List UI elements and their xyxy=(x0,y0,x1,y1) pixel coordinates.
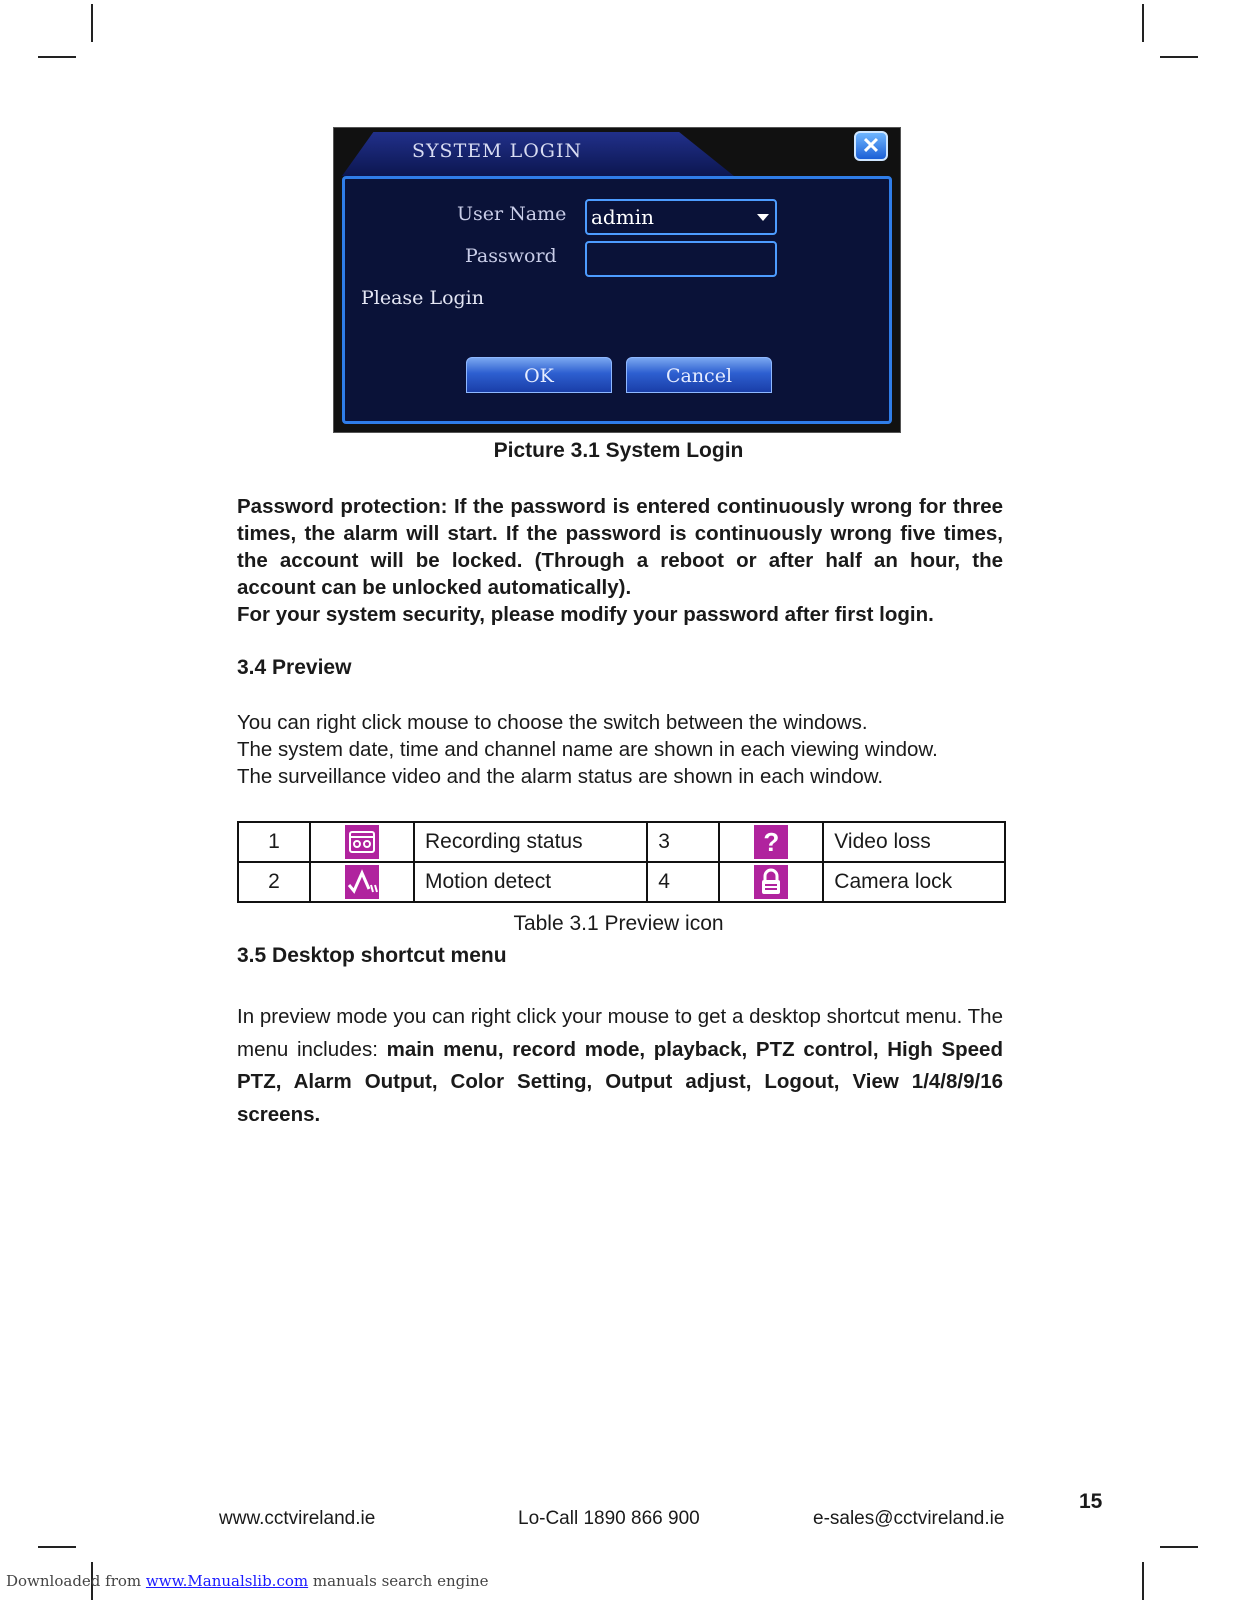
table-caption: Table 3.1 Preview icon xyxy=(513,912,724,935)
table-cell-label: Video loss xyxy=(823,822,1005,862)
download-note xyxy=(6,1572,489,1590)
password-input[interactable] xyxy=(585,241,777,277)
system-login-dialog xyxy=(333,127,901,433)
table-cell-number: 1 xyxy=(238,822,310,862)
crop-mark xyxy=(1142,4,1144,42)
crop-mark xyxy=(1142,1562,1144,1600)
download-prefix: Downloaded from xyxy=(6,1572,146,1590)
security-note: For your system security, please modify your password after first login. xyxy=(237,603,934,626)
crop-mark xyxy=(1160,1546,1198,1548)
chevron-down-icon xyxy=(757,214,769,221)
preview-line-3: The surveillance video and the alarm status are shown in each window. xyxy=(237,765,884,788)
footer-website: www.cctvireland.ie xyxy=(219,1508,376,1529)
table-row xyxy=(238,822,1005,862)
table-row xyxy=(238,862,1005,902)
lock-icon xyxy=(754,865,788,899)
password-label: Password xyxy=(465,245,557,267)
close-icon[interactable]: ✕ xyxy=(854,131,888,161)
footer-phone: Lo-Call 1890 866 900 xyxy=(518,1508,700,1529)
table-cell-label: Recording status xyxy=(414,822,647,862)
ok-button[interactable]: OK xyxy=(466,357,612,393)
preview-line-1: You can right click mouse to choose the switch between the windows. xyxy=(237,711,868,734)
shortcut-menu-items: main menu, record mode, playback, PTZ control, High Speed PTZ, Alarm Output, Color Setting, Output adjust, Logout, View 1/4/8/9/16 screens. xyxy=(237,1037,1003,1126)
shortcut-heading: 3.5 Desktop shortcut menu xyxy=(237,944,507,967)
crop-mark xyxy=(1160,56,1198,58)
crop-mark xyxy=(38,1546,76,1548)
user-name-select[interactable] xyxy=(585,199,777,235)
download-suffix: manuals search engine xyxy=(308,1572,489,1590)
table-cell-number: 4 xyxy=(647,862,719,902)
preview-line-2: The system date, time and channel name are shown in each viewing window. xyxy=(237,738,938,761)
dialog-body xyxy=(342,176,892,424)
crop-mark xyxy=(91,4,93,42)
recording-icon xyxy=(345,825,379,859)
password-protection-note: Password protection: If the password is entered continuously wrong for three times, the alarm will start. If the password is continuously wrong five times, the account will be locked. (Through a reboot or after half an hour, the account can be unlocked automatically). xyxy=(237,495,1003,599)
crop-mark xyxy=(38,56,76,58)
preview-icon-table xyxy=(237,821,1006,903)
figure-caption: Picture 3.1 System Login xyxy=(493,439,744,462)
login-status-text: Please Login xyxy=(361,287,484,309)
user-name-label: User Name xyxy=(457,203,567,225)
table-cell-label: Camera lock xyxy=(823,862,1005,902)
shortcut-intro: In preview mode you can right click your mouse to get a desktop shortcut menu. The menu includes: xyxy=(237,1005,1003,1061)
page-number: 15 xyxy=(1079,1490,1103,1513)
dialog-title: SYSTEM LOGIN xyxy=(412,140,583,162)
manualslib-link[interactable]: www.Manualslib.com xyxy=(145,1572,309,1590)
table-cell-label: Motion detect xyxy=(414,862,647,902)
footer-email: e-sales@cctvireland.ie xyxy=(813,1508,1005,1529)
shortcut-paragraph xyxy=(237,1001,1003,1131)
question-icon: ? xyxy=(754,825,788,859)
preview-heading: 3.4 Preview xyxy=(237,656,352,679)
table-cell-number: 2 xyxy=(238,862,310,902)
cancel-button[interactable]: Cancel xyxy=(626,357,772,393)
user-name-value: admin xyxy=(591,205,654,229)
motion-icon xyxy=(345,865,379,899)
table-cell-number: 3 xyxy=(647,822,719,862)
